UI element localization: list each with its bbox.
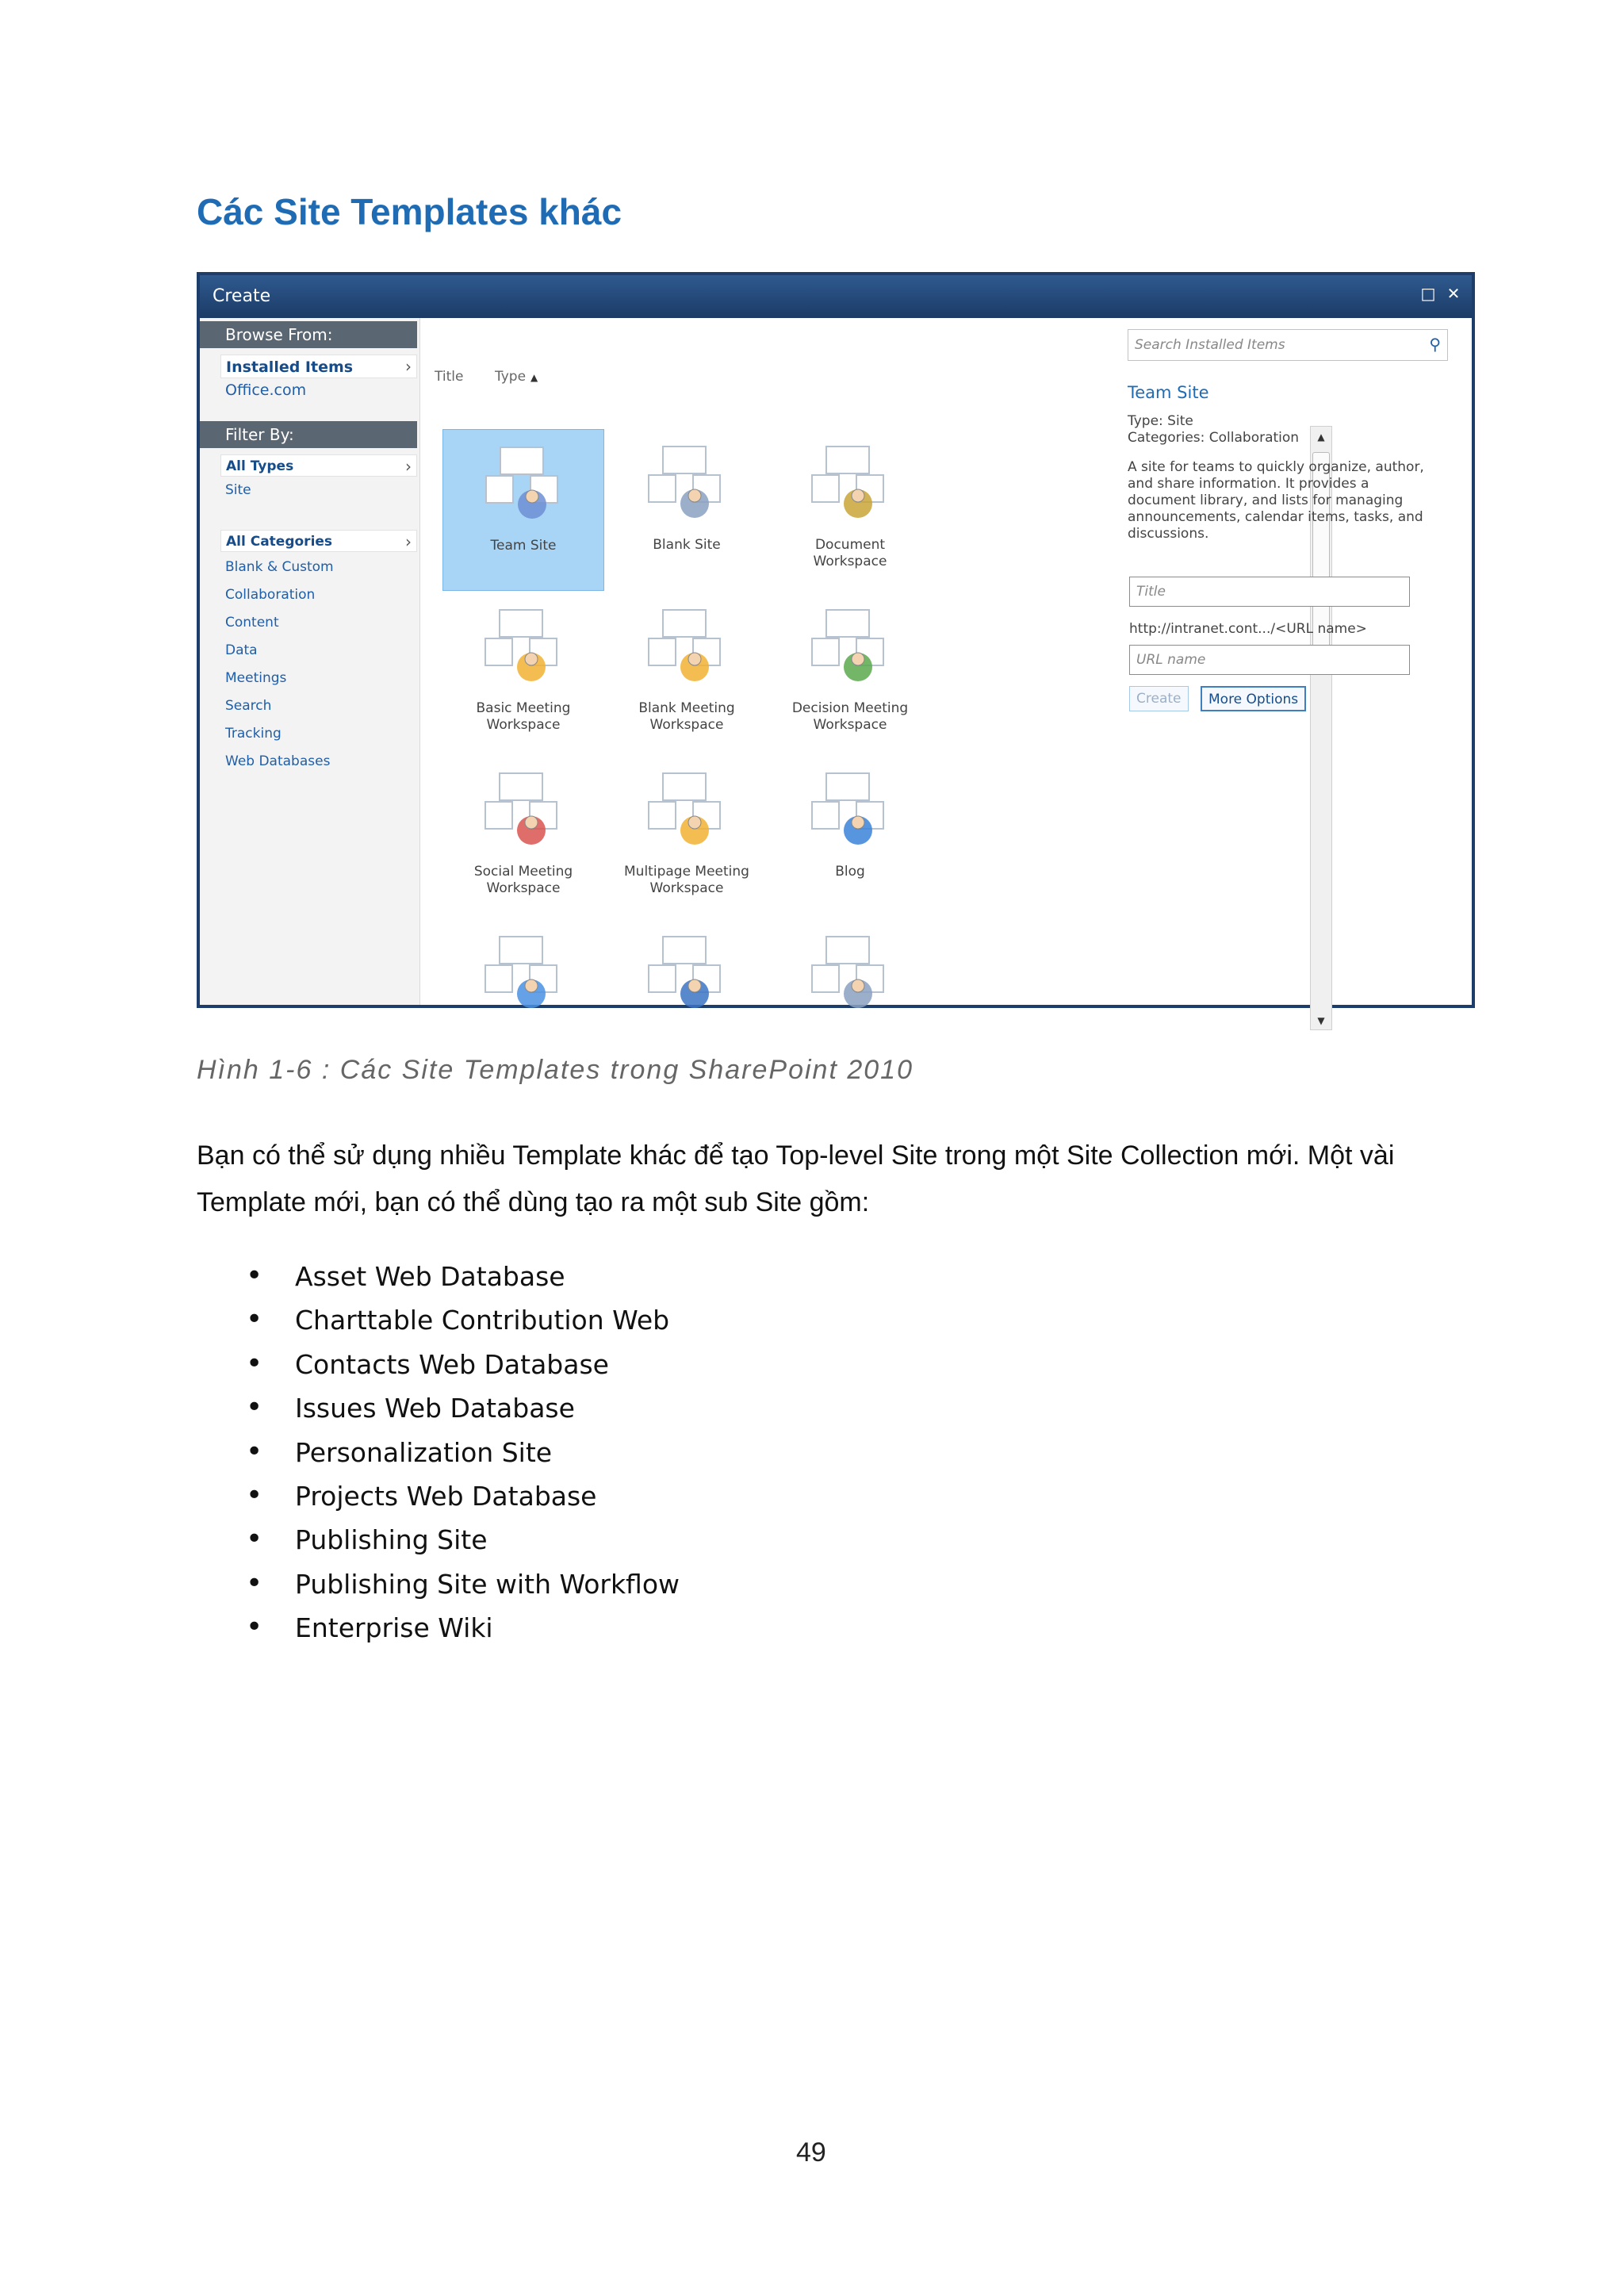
- title-field[interactable]: [1129, 577, 1410, 607]
- template-tile[interactable]: [442, 429, 604, 591]
- maximize-icon[interactable]: □: [1420, 284, 1436, 303]
- scroll-down-icon[interactable]: ▼: [1317, 1015, 1325, 1026]
- social-meeting-icon: [482, 770, 565, 853]
- selected-template-meta: [1128, 413, 1299, 447]
- url-prefix: http://intranet.cont.../<URL name>: [1129, 621, 1367, 637]
- category-item[interactable]: Web Databases: [225, 753, 331, 769]
- category-item[interactable]: Tracking: [225, 726, 282, 742]
- template-tile-label: Blank Meeting Workspace: [638, 700, 735, 733]
- template-description: A site for teams to quickly organize, author, and share information. It provides a document library, and lists for managing announcements, calendar items, tasks, and discussions.: [1128, 459, 1424, 542]
- list-item: • Publishing Site with Workflow: [246, 1569, 680, 1612]
- category-item[interactable]: Blank & Custom: [225, 559, 334, 575]
- close-icon[interactable]: ✕: [1446, 284, 1461, 303]
- search-input[interactable]: [1128, 329, 1448, 361]
- list-item: • Contacts Web Database: [246, 1349, 680, 1393]
- search-placeholder: Search Installed Items: [1135, 337, 1285, 353]
- more-options-button[interactable]: More Options: [1201, 686, 1306, 711]
- computer-template-icon: [645, 933, 728, 1016]
- nav-installed-items-label: Installed Items: [226, 358, 354, 376]
- blog-icon: [809, 770, 891, 853]
- chevron-right-icon: ›: [405, 457, 412, 476]
- figure-caption: Hình 1-6 : Các Site Templates trong SharePoint 2010: [197, 1055, 914, 1085]
- url-name-field[interactable]: [1129, 645, 1410, 675]
- nav-office-com[interactable]: Office.com: [225, 381, 307, 399]
- template-list: [246, 1261, 680, 1657]
- template-tile[interactable]: [442, 756, 604, 918]
- filter-all-types-label: All Types: [226, 458, 294, 474]
- template-tile[interactable]: [442, 592, 604, 754]
- selected-template-title: Team Site: [1128, 383, 1209, 402]
- filter-all-categories-label: All Categories: [226, 534, 333, 550]
- search-icon[interactable]: ⚲: [1429, 335, 1441, 354]
- template-tile[interactable]: [769, 756, 931, 918]
- filter-all-types[interactable]: [220, 454, 417, 477]
- list-item: • Charttable Contribution Web: [246, 1305, 680, 1348]
- template-tile[interactable]: [606, 592, 768, 754]
- column-type[interactable]: [495, 369, 538, 385]
- multipage-meeting-icon: [645, 770, 728, 853]
- team-site-icon: [483, 444, 565, 527]
- template-tile[interactable]: [769, 429, 931, 591]
- template-tile-label: Multipage Meeting Workspace: [624, 864, 749, 896]
- template-tile-label: Decision Meeting Workspace: [791, 700, 909, 733]
- category-item[interactable]: Data: [225, 642, 258, 658]
- sort-ascending-icon: ▲: [530, 372, 538, 383]
- column-type-label: Type: [495, 369, 527, 385]
- url-placeholder: URL name: [1136, 652, 1206, 668]
- dialog-title: Create: [213, 286, 271, 306]
- dialog-titlebar: [200, 275, 1472, 318]
- title-placeholder: Title: [1136, 584, 1166, 600]
- basic-meeting-icon: [482, 607, 565, 689]
- filter-by-header: Filter By:: [200, 421, 417, 448]
- category-item[interactable]: Search: [225, 698, 272, 714]
- nav-installed-items[interactable]: [220, 355, 417, 378]
- chevron-right-icon: ›: [405, 357, 412, 376]
- create-button[interactable]: Create: [1129, 686, 1189, 711]
- body-paragraph: Bạn có thể sử dụng nhiều Template khác để tạo Top-level Site trong một Site Collection mới. Một vài Template mới, bạn có thể dùng tạo ra một sub Site gồm:: [197, 1140, 1395, 1217]
- list-item: • Publishing Site: [246, 1524, 680, 1568]
- list-item: • Projects Web Database: [246, 1481, 680, 1524]
- details-pane: [1128, 318, 1472, 1005]
- document-workspace-icon: [809, 443, 891, 526]
- template-tile-label: Document Workspace: [813, 537, 887, 569]
- calendar-template-icon: [482, 933, 565, 1016]
- list-item: • Asset Web Database: [246, 1261, 680, 1305]
- template-categories: Categories: Collaboration: [1128, 430, 1300, 446]
- create-dialog: [197, 272, 1475, 1026]
- scroll-up-icon[interactable]: ▲: [1317, 431, 1325, 443]
- template-tile[interactable]: [606, 756, 768, 918]
- column-title[interactable]: Title: [435, 369, 464, 385]
- template-tile-label: Basic Meeting Workspace: [476, 700, 571, 733]
- template-tile-label: Blog: [835, 864, 865, 880]
- left-navigation: [200, 318, 420, 1005]
- blank-site-icon: [645, 443, 728, 526]
- chevron-right-icon: ›: [405, 532, 412, 551]
- category-item[interactable]: Meetings: [225, 670, 287, 686]
- list-item: • Personalization Site: [246, 1437, 680, 1481]
- decision-meeting-icon: [809, 607, 891, 689]
- page-number: 49: [796, 2137, 826, 2168]
- list-item: • Issues Web Database: [246, 1393, 680, 1436]
- template-tile[interactable]: [606, 429, 768, 591]
- template-tile-label: Social Meeting Workspace: [473, 864, 573, 896]
- browse-from-header: Browse From:: [200, 321, 417, 348]
- category-item[interactable]: Collaboration: [225, 587, 316, 603]
- blank-meeting-icon: [645, 607, 728, 689]
- section-heading: Các Site Templates khác: [197, 191, 622, 232]
- category-item[interactable]: Content: [225, 615, 279, 631]
- filter-type-site[interactable]: Site: [225, 482, 251, 498]
- filter-all-categories[interactable]: [220, 530, 417, 552]
- mail-template-icon: [809, 933, 891, 1016]
- template-type: Type: Site: [1128, 413, 1193, 429]
- template-tile[interactable]: [769, 592, 931, 754]
- template-tile-label: Team Site: [490, 538, 557, 554]
- list-item: • Enterprise Wiki: [246, 1612, 680, 1656]
- template-tile-label: Blank Site: [653, 537, 721, 553]
